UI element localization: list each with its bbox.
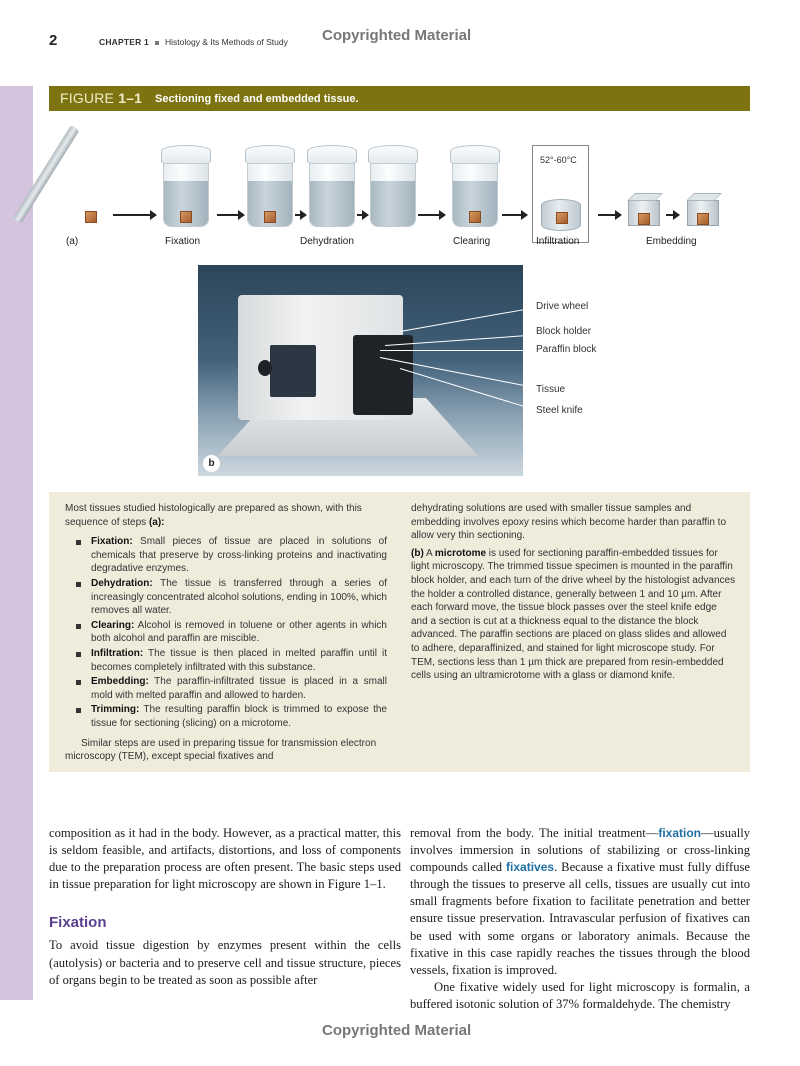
microtome-description: (b) A microtome is used for sectioning paraffin-embedded tissues for light microscopy. The trimmed tissue specimen is mounted in the paraffin block holder, and each turn of the drive wheel by the histologist advances the holder a controlled distance, generally between 1 and 10 µm. After each forward move, the tissue block passes over the steel knife edge and a section is cut at a thickness equal to the distance the block advanced. The paraffin sections are placed on glass slides and allowed to adhere, deparaffinized, and stained for light microscope study. For TEM, sections less than 1 µm thick are prepared from resin-embedded cells using an ultramicrotome with a glass or diamond knife. bbox=[411, 547, 736, 682]
body-left-column bbox=[49, 825, 401, 989]
steps-list bbox=[65, 535, 387, 730]
callout-drive-wheel: Drive wheel bbox=[536, 301, 589, 312]
clearing-jar-icon bbox=[452, 145, 498, 227]
step-item: Infiltration: The tissue is then placed in melted paraffin until it becomes completely infiltrated with this substance. bbox=[91, 647, 387, 673]
infiltration-oven-box bbox=[532, 145, 589, 243]
arrow-icon bbox=[357, 214, 367, 216]
arrow-icon bbox=[113, 214, 155, 216]
body-right-column bbox=[410, 825, 750, 1013]
arrow-icon bbox=[295, 214, 305, 216]
figure-title: Sectioning fixed and embedded tissue. bbox=[155, 93, 359, 105]
figure-caption bbox=[49, 492, 750, 772]
step-label-infiltration: Infiltration bbox=[536, 236, 580, 247]
microtome-term: microtome bbox=[434, 547, 487, 559]
running-header bbox=[99, 37, 288, 47]
control-panel bbox=[270, 345, 316, 397]
arrow-icon bbox=[666, 214, 678, 216]
body-paragraph: removal from the body. The initial treatment—fixation—usually involves immersion in solutions of stabilizing or cross-linking compounds called fixatives. Because a fixative must fully diffuse through the tissues to preserve all cells, tissues are usually cut into small fragments before fixation to facilitate penetration and better ensure tissue preservation. Intravascular perfusion of fixatives can be used with some organs or laboratory animals. Because the fixative in this case rapidly reaches the tissues through the blood vessels, fixation is improved. bbox=[410, 826, 750, 977]
step-item: Dehydration: The tissue is transferred through a series of increasingly concentrated alcohol solutions, ending in 100%, which removes all water. bbox=[91, 577, 387, 617]
caption-right-column bbox=[411, 502, 736, 683]
term-fixatives: fixatives bbox=[506, 860, 555, 875]
arrow-icon bbox=[217, 214, 243, 216]
section-heading-fixation: Fixation bbox=[49, 914, 107, 932]
chapter-label: CHAPTER 1 bbox=[99, 37, 149, 47]
step-item: Embedding: The paraffin-infiltrated tissue is placed in a small mold with melted paraffin and allowed to harden. bbox=[91, 676, 387, 701]
dehydration-jar-icon bbox=[309, 145, 355, 227]
step-label-clearing: Clearing bbox=[453, 236, 491, 247]
panel-a-label: (a) bbox=[66, 236, 79, 247]
caption-left-column bbox=[65, 502, 387, 764]
step-label-dehydration: Dehydration bbox=[300, 236, 354, 247]
arrow-icon bbox=[418, 214, 444, 216]
panel-b-badge: b bbox=[203, 455, 220, 472]
step-label-embedding: Embedding bbox=[646, 236, 697, 247]
arrow-icon bbox=[598, 214, 620, 216]
microtome-photo bbox=[198, 265, 523, 476]
side-knob bbox=[258, 360, 272, 376]
chapter-sidebar-stripe bbox=[0, 86, 33, 1000]
callout-steel-knife: Steel knife bbox=[536, 405, 583, 416]
figure-number: 1–1 bbox=[118, 90, 143, 106]
dehydration-jar-icon bbox=[370, 145, 416, 227]
callout-paraffin-block: Paraffin block bbox=[536, 344, 597, 355]
panel-b-ref: (b) bbox=[411, 547, 424, 559]
separator-square-icon bbox=[155, 41, 159, 45]
figure-header-band bbox=[49, 86, 750, 111]
arrow-icon bbox=[502, 214, 526, 216]
tissue-sample-icon bbox=[85, 211, 97, 223]
page-number: 2 bbox=[49, 32, 58, 49]
panel-a-ref: (a): bbox=[148, 516, 165, 528]
temperature-label: 52°-60°C bbox=[540, 155, 577, 165]
term-fixation: fixation bbox=[658, 826, 702, 840]
embedded-block-icon bbox=[687, 200, 719, 226]
embedding-mold-icon bbox=[628, 200, 660, 226]
caption-intro: Most tissues studied histologically are prepared as shown, with this sequence of steps (a): bbox=[65, 503, 362, 528]
body-paragraph: One fixative widely used for light microscopy is formalin, a buffered isotonic solution of 37% formaldehyde. The chemistry bbox=[410, 979, 750, 1011]
step-item: Trimming: The resulting paraffin block is trimmed to expose the tissue for sectioning (slicing) on a microtome. bbox=[91, 704, 387, 729]
chapter-title: Histology & Its Methods of Study bbox=[164, 37, 288, 47]
step-label-fixation: Fixation bbox=[165, 236, 201, 247]
tissue-processing-diagram bbox=[49, 125, 750, 255]
fixation-jar-icon bbox=[163, 145, 209, 227]
step-item: Clearing: Alcohol is removed in toluene or other agents in which both alcohol and paraffin are miscible. bbox=[91, 619, 387, 645]
copyright-watermark-bottom: Copyrighted Material bbox=[322, 1022, 472, 1039]
step-item: Fixation: Small pieces of tissue are placed in solutions of chemicals that preserve by cross-linking proteins and inactivating degradative enzymes. bbox=[91, 536, 387, 575]
body-paragraph: composition as it had in the body. However, as a practical matter, this is seldom feasible, and artifacts, distortions, and loss of components due to the preparation process are often present. The basic steps used in tissue preparation for light microscopy are shown in Figure 1–1. bbox=[49, 826, 401, 892]
callout-tissue: Tissue bbox=[536, 384, 566, 395]
paraffin-dish-icon bbox=[541, 199, 581, 231]
figure-label bbox=[60, 90, 142, 106]
copyright-watermark-top: Copyrighted Material bbox=[322, 27, 472, 44]
figure-label-prefix: FIGURE bbox=[60, 90, 115, 106]
tem-note: Similar steps are used in preparing tissue for transmission electron microscopy (TEM), except special fixatives and bbox=[65, 737, 377, 763]
body-paragraph: To avoid tissue digestion by enzymes present within the cells (autolysis) or bacteria and to preserve cell and tissue structure, pieces of organs begin to be treated as soon as possible after bbox=[49, 938, 401, 987]
callout-line bbox=[380, 350, 535, 351]
dehydration-jar-icon bbox=[247, 145, 293, 227]
callout-block-holder: Block holder bbox=[536, 326, 592, 337]
block-holder-assembly bbox=[353, 335, 413, 415]
tem-note-continued: dehydrating solutions are used with smaller tissue samples and embedding involves epoxy resins which become harder than paraffin to allow very thin sectioning. bbox=[411, 503, 726, 542]
